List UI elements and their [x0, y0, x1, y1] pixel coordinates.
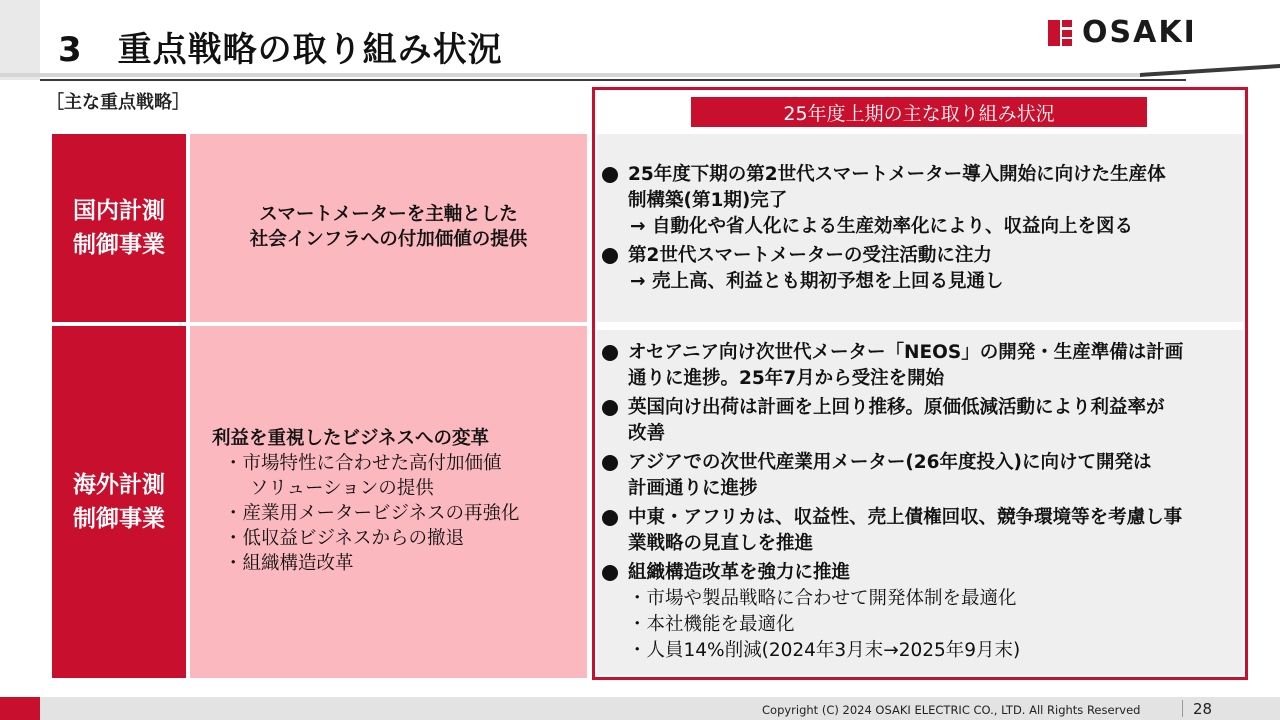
bullet-text: アジアでの次世代産業用メーター(26年度投入)に向けて開発は — [628, 452, 1152, 473]
segment-cell-domestic — [52, 134, 186, 322]
page-number-divider — [1182, 700, 1183, 717]
page-number: 28 — [1193, 700, 1213, 718]
bullet-sub-item: ・本社機能を最適化 — [628, 614, 795, 635]
bullet-dot-icon — [602, 455, 618, 471]
bullet-text: 業戦略の見直しを推進 — [628, 533, 814, 554]
bullet-dot-icon — [602, 510, 618, 526]
strategy-item: ・組織構造改革 — [224, 553, 354, 574]
status-bullet — [601, 505, 1183, 557]
segment-name-line: 国内計測 — [73, 198, 165, 224]
segment-name-line: 海外計測 — [73, 472, 165, 498]
bullet-dot-icon — [602, 400, 618, 416]
section-label: ［主な重点戦略］ — [46, 92, 190, 113]
status-list-domestic — [601, 162, 1166, 298]
bullet-text: 第2世代スマートメーターの受注活動に注力 — [628, 245, 992, 266]
strategy-item: ・低収益ビジネスからの撤退 — [224, 528, 464, 549]
bullet-arrow-text: → 売上高、利益とも期初予想を上回る見通し — [630, 271, 1004, 292]
segment-cell-overseas — [52, 326, 186, 678]
bullet-sub-item: ・人員14%削減(2024年3月末→2025年9月末) — [628, 640, 1021, 661]
page-title: 3 重点戦略の取り組み状況 — [58, 30, 503, 70]
strategy-item: ・市場特性に合わせた高付加価値 — [224, 453, 502, 474]
bullet-dot-icon — [602, 248, 618, 264]
bullet-dot-icon — [602, 345, 618, 361]
strategy-item: ・産業用メータービジネスの再強化 — [224, 503, 520, 524]
bullet-text: オセアニア向け次世代メーター「NEOS」の開発・生産準備は計画 — [628, 342, 1184, 363]
segment-name-line: 制御事業 — [73, 506, 165, 532]
status-bullet — [601, 243, 1166, 295]
strategy-line: スマートメーターを主軸とした — [259, 204, 518, 225]
osaki-logo-mark-icon — [1048, 20, 1074, 46]
bullet-text: 通りに進捗。25年7月から受注を開始 — [628, 368, 945, 389]
bullet-sub-item: ・市場や製品戦略に合わせて開発体制を最適化 — [628, 588, 1017, 609]
segment-name-line: 制御事業 — [73, 232, 165, 258]
logo-text: OSAKI — [1082, 15, 1197, 50]
title-accent-bar — [0, 0, 40, 80]
bullet-text: 中東・アフリカは、収益性、売上債権回収、競争環境等を考慮し事 — [628, 507, 1183, 528]
status-list-overseas — [601, 340, 1183, 667]
status-bullet — [601, 450, 1183, 502]
bullet-dot-icon — [602, 565, 618, 581]
status-bullet — [601, 340, 1183, 392]
bullet-dot-icon — [602, 167, 618, 183]
bullet-text: 25年度下期の第2世代スマートメーター導入開始に向けた生産体 — [628, 164, 1166, 185]
strategy-line: 社会インフラへの付加価値の提供 — [249, 229, 528, 250]
strategy-cell-domestic — [190, 134, 587, 322]
title-underline — [40, 79, 1186, 81]
strategy-title: 利益を重視したビジネスへの変革 — [212, 428, 489, 449]
strategy-item: ソリューションの提供 — [250, 478, 434, 499]
bullet-text: 計画通りに進捗 — [628, 478, 758, 499]
bullet-text: 改善 — [628, 423, 666, 444]
title-rule — [0, 73, 1140, 77]
status-bullet — [601, 395, 1183, 447]
bullet-text: 組織構造改革を強力に推進 — [628, 562, 851, 583]
company-logo — [1048, 15, 1197, 50]
strategy-cell-overseas — [190, 326, 587, 678]
footer-accent — [0, 697, 40, 720]
copyright-text: Copyright (C) 2024 OSAKI ELECTRIC CO., LTD. All Rights Reserved — [762, 703, 1141, 717]
bullet-text: 英国向け出荷は計画を上回り推移。原価低減活動により利益率が — [628, 397, 1165, 418]
status-bullet — [601, 560, 1183, 664]
status-bullet — [601, 162, 1166, 240]
bullet-arrow-text: → 自動化や省人化による生産効率化により、収益向上を図る — [630, 216, 1133, 237]
status-header: 25年度上期の主な取り組み状況 — [691, 97, 1147, 127]
bullet-text: 制構築(第1期)完了 — [628, 190, 788, 211]
title-rule-slant — [1140, 64, 1280, 77]
